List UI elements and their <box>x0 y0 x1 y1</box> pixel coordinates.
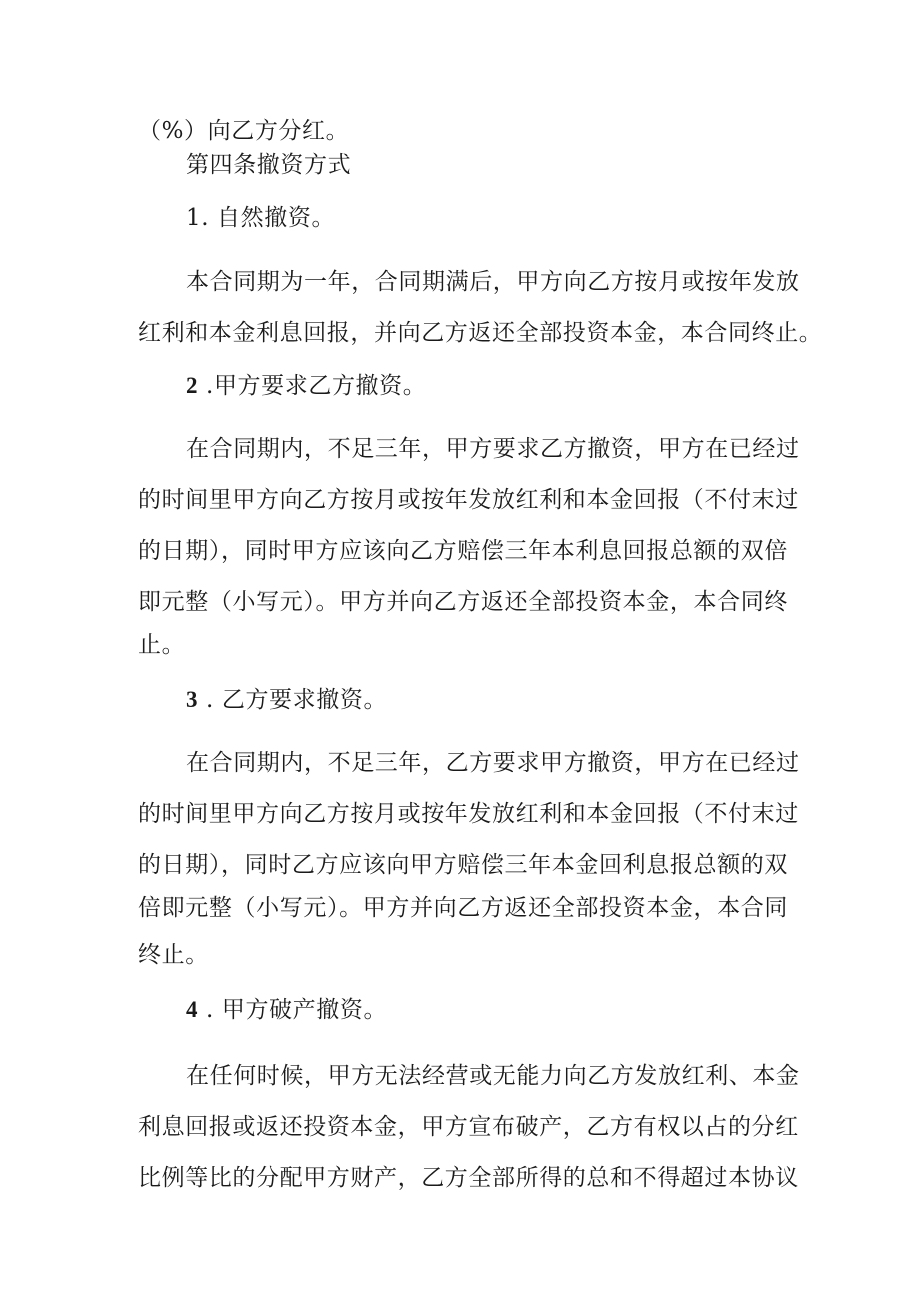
item-title: .甲方要求乙方撤资。 <box>206 373 427 399</box>
item-heading <box>186 995 788 1025</box>
paragraph-line: 本合同期为一年，合同期满后，甲方向乙方按月或按年发放 <box>186 269 800 295</box>
paragraph-line: 的日期），同时甲方应该向乙方赔偿三年本利息回报总额的双倍 <box>138 538 788 564</box>
item-heading: 1. 自然撤资。 <box>186 205 336 231</box>
paragraph-line: （%）向乙方分红。 <box>138 118 350 144</box>
section-heading: 第四条撤资方式 <box>186 152 352 178</box>
item-number: 3 <box>186 687 199 712</box>
item-heading <box>186 371 788 401</box>
item-title: . 乙方要求撤资。 <box>206 687 388 713</box>
paragraph-line: 比例等比的分配甲方财产，乙方全部所得的总和不得超过本协议 <box>138 1165 799 1191</box>
paragraph-line: 的时间里甲方向乙方按月或按年发放红利和本金回报（不付末过 <box>138 487 799 513</box>
paragraph-line: 的时间里甲方向乙方按月或按年发放红利和本金回报（不付末过 <box>138 801 799 827</box>
paragraph-line: 倍即元整（小写元）。甲方并向乙方返还全部投资本金，本合同 <box>138 895 788 921</box>
item-number: 4 <box>186 997 199 1022</box>
paragraph-line: 红利和本金利息回报，并向乙方返还全部投资本金，本合同终止。 <box>138 320 823 346</box>
paragraph-line: 在任何时候，甲方无法经营或无能力向乙方发放红利、本金 <box>186 1063 800 1089</box>
paragraph-line: 终止。 <box>138 942 209 968</box>
paragraph-line: 即元整（小写元）。甲方并向乙方返还全部投资本金，本合同终 <box>138 589 788 615</box>
item-heading <box>186 685 788 715</box>
paragraph-line: 在合同期内，不足三年，乙方要求甲方撤资，甲方在已经过 <box>186 750 800 776</box>
paragraph-line: 的日期），同时乙方应该向甲方赔偿三年本金回利息报总额的双 <box>138 852 788 878</box>
item-number: 2 <box>186 373 199 398</box>
paragraph-line: 利息回报或返还投资本金，甲方宣布破产，乙方有权以占的分红 <box>138 1114 799 1140</box>
item-title: . 甲方破产撤资。 <box>206 997 388 1023</box>
paragraph-line: 止。 <box>138 632 186 658</box>
paragraph-line: 在合同期内，不足三年，甲方要求乙方撤资，甲方在已经过 <box>186 436 800 462</box>
